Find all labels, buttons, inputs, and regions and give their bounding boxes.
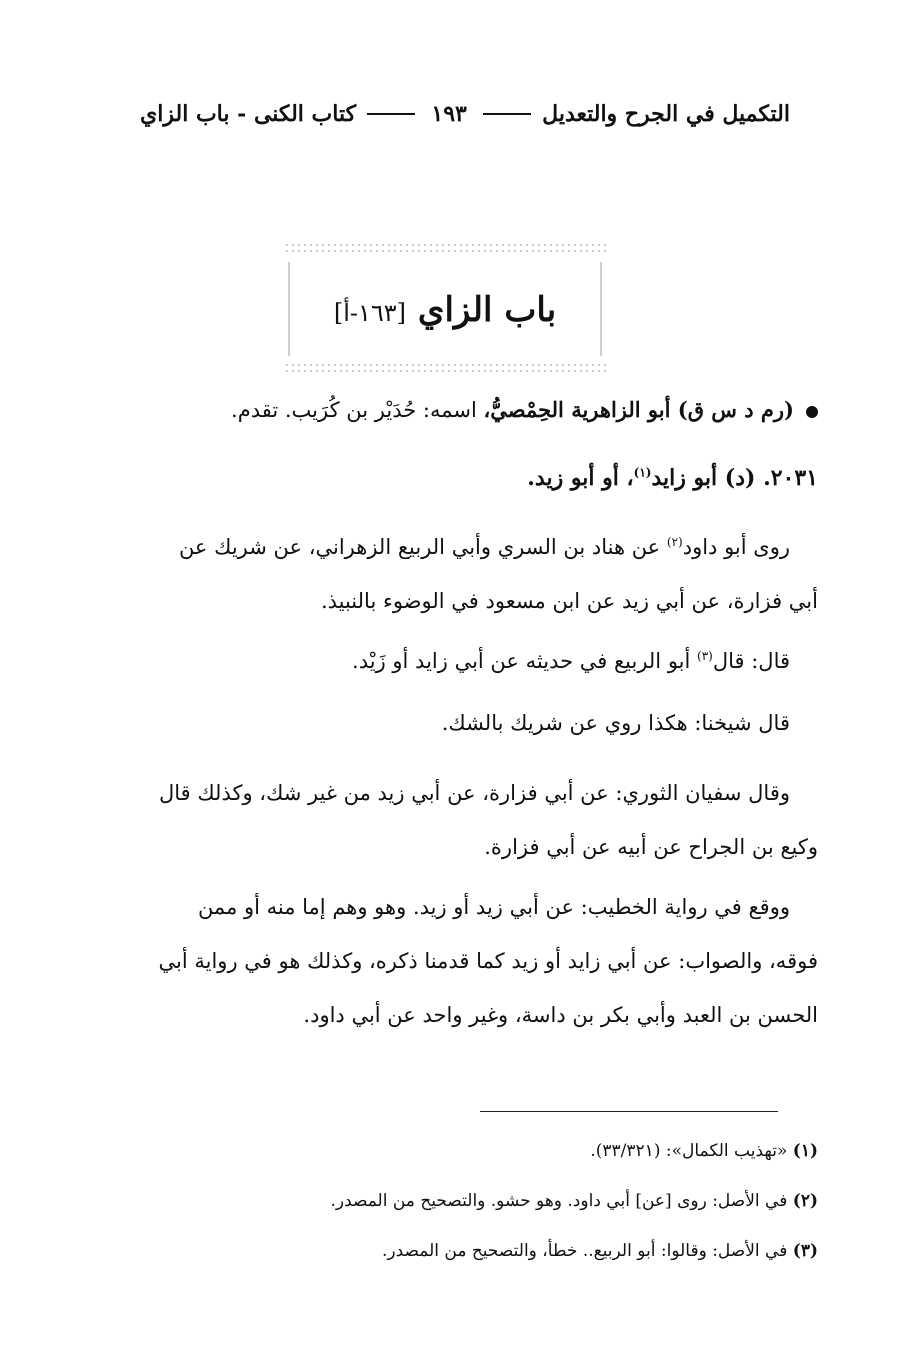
chapter-title [284, 290, 606, 330]
entry-rest: اسمه: حُدَيْر بن كُرَيب. تقدم. [231, 398, 484, 422]
text-run: أبو الربيع في حديثه عن أبي زايد أو زَيْد. [352, 649, 698, 673]
header-section-title: كتاب الكنى - باب الزاي [140, 101, 357, 127]
footnote-marker: (١) [633, 465, 652, 480]
footnote-number: (٢) [792, 1191, 818, 1211]
chapter-folio-ref: [١٦٣-أ] [333, 299, 407, 327]
entry-heading-text: ٢٠٣١. (د) أبو زايد [651, 465, 818, 491]
text-run: قال: قال [712, 649, 790, 673]
footnote-2 [220, 1176, 818, 1226]
text-run: عن هناد بن السري وأبي الربيع الزهراني، عن شريك عن [178, 535, 667, 559]
paragraph-line [100, 634, 818, 688]
footnotes [220, 1126, 818, 1276]
footnote-number: (٣) [792, 1241, 818, 1261]
paragraph-line: فوقه، والصواب: عن أبي زايد أو زيد كما قدمنا ذكره، وكذلك هو في رواية أبي [158, 949, 818, 973]
header-center [361, 101, 536, 127]
footnote-text: «تهذيب الكمال»: (٣٣/٣٢١). [590, 1141, 793, 1161]
paragraph-line [100, 520, 818, 574]
paragraph-line: الحسن بن العبد وأبي بكر بن داسة، وغير واحد عن أبي داود. [303, 1003, 818, 1027]
footnote-1 [220, 1126, 818, 1176]
header-book-title: التكميل في الجرح والتعديل [542, 101, 790, 127]
ornament-bottom [284, 362, 606, 376]
bullet-icon [806, 406, 818, 418]
text-run: روى أبو داود [682, 535, 790, 559]
paragraph-4 [100, 766, 818, 874]
paragraph-1 [100, 520, 818, 628]
header-divider [367, 113, 415, 115]
footnote-separator [480, 1111, 778, 1112]
paragraph-2 [100, 634, 818, 688]
footnote-3 [220, 1226, 818, 1276]
footnote-text: في الأصل: وقالوا: أبو الربيع.. خطأ، والتصحيح من المصدر. [381, 1241, 793, 1261]
header-divider [483, 113, 531, 115]
footnote-marker: (٣) [697, 649, 713, 663]
paragraph-line: وكيع بن الجراح عن أبيه عن أبي فزارة. [484, 835, 818, 859]
paragraph-line: قال شيخنا: هكذا روي عن شريك بالشك. [441, 711, 790, 735]
chapter-title-text: باب الزاي [417, 290, 557, 330]
paragraph-5 [100, 880, 818, 1042]
chapter-title-frame [284, 242, 606, 376]
ornament-top [284, 242, 606, 256]
paragraph-line: أبي فزارة، عن أبي زيد عن ابن مسعود في الوضوء بالنبيذ. [320, 589, 818, 613]
page-number: ١٩٣ [431, 101, 467, 127]
paragraph-3 [100, 696, 818, 750]
footnote-marker: (٢) [666, 535, 683, 549]
paragraph-line: وقال سفيان الثوري: عن أبي فزارة، عن أبي زيد من غير شك، وكذلك قال [158, 781, 790, 805]
entry-name: (رم د س ق) أبو الزاهرية الحِمْصيُّ، [483, 397, 794, 422]
cross-reference-entry [220, 390, 818, 430]
running-header [140, 94, 790, 134]
footnote-number: (١) [792, 1141, 818, 1161]
paragraph-line: ووقع في رواية الخطيب: عن أبي زيد أو زيد. وهو وهم إما منه أو ممن [197, 895, 790, 919]
footnote-text: في الأصل: روى [عن] أبي داود. وهو حشو. والتصحيح من المصدر. [330, 1191, 793, 1211]
entry-heading [520, 458, 818, 498]
entry-heading-tail: ، أو أبو زيد. [527, 465, 634, 491]
